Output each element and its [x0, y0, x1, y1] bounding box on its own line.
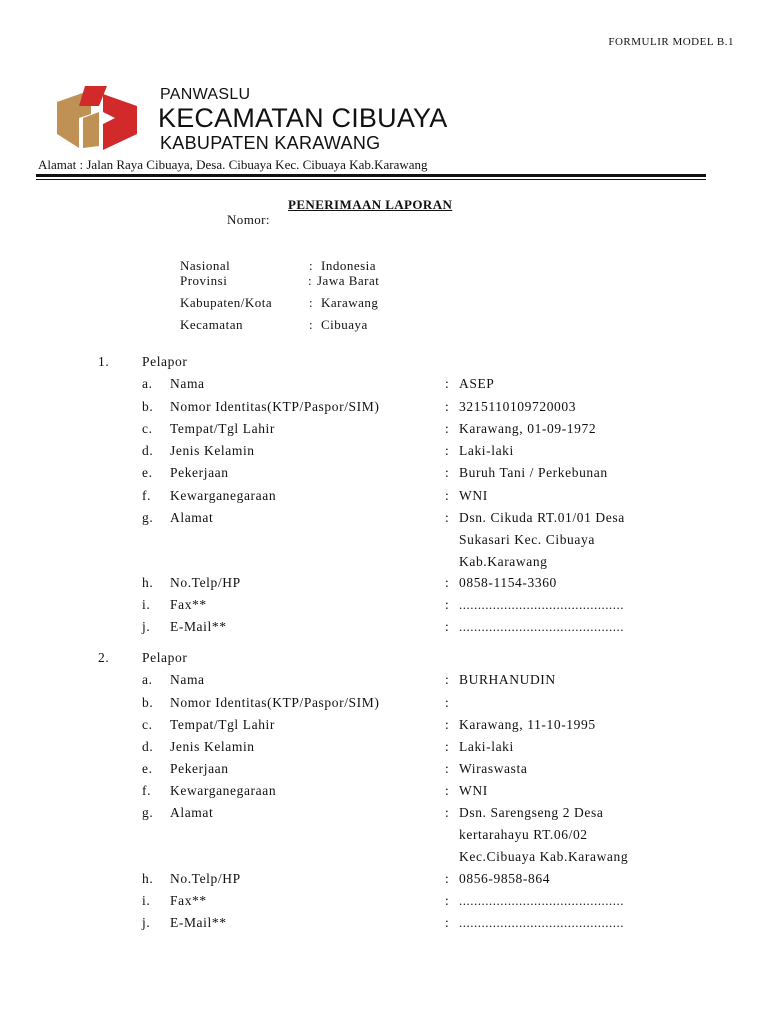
field-colon: : — [445, 399, 450, 414]
field-label: Alamat — [170, 805, 214, 820]
reporter-name-value: BURHANUDIN — [459, 672, 556, 687]
reporter-name-value: ASEP — [459, 376, 495, 391]
panwaslu-logo-icon — [55, 84, 139, 152]
reporter-phone-value: 0858-1154-3360 — [459, 575, 557, 590]
field-colon: : — [445, 893, 450, 908]
field-letter: a. — [142, 672, 153, 687]
field-letter: i. — [142, 893, 151, 908]
field-letter: e. — [142, 465, 153, 480]
field-letter: g. — [142, 510, 154, 525]
region-value: Jawa Barat — [317, 273, 380, 288]
reporter-email-blank: ............................................ — [459, 915, 624, 930]
reporter-number: 1. — [98, 354, 110, 369]
reporter-title: Pelapor — [142, 354, 188, 369]
org-address: Alamat : Jalan Raya Cibuaya, Desa. Cibuaya Kec. Cibuaya Kab.Karawang — [38, 157, 428, 172]
reporter-gender-value: Laki-laki — [459, 739, 514, 754]
field-label: Alamat — [170, 510, 214, 525]
header-divider-thin — [36, 179, 706, 180]
field-colon: : — [445, 488, 450, 503]
field-letter: c. — [142, 717, 153, 732]
field-colon: : — [445, 805, 450, 820]
field-letter: b. — [142, 399, 154, 414]
field-letter: h. — [142, 871, 154, 886]
field-label: Nomor Identitas(KTP/Paspor/SIM) — [170, 695, 380, 710]
region-value: Indonesia — [321, 258, 377, 273]
document-number-label: Nomor: — [227, 212, 270, 227]
reporter-gender-value: Laki-laki — [459, 443, 514, 458]
field-label: Pekerjaan — [170, 465, 229, 480]
reporter-address-line: Sukasari Kec. Cibuaya — [459, 532, 595, 547]
region-colon: : — [309, 258, 314, 273]
field-colon: : — [445, 597, 450, 612]
reporter-address-line: Dsn. Cikuda RT.01/01 Desa — [459, 510, 625, 525]
reporter-job-value: Wiraswasta — [459, 761, 528, 776]
reporter-job-value: Buruh Tani / Perkebunan — [459, 465, 608, 480]
field-colon: : — [445, 443, 450, 458]
region-value: Karawang — [321, 295, 379, 310]
field-colon: : — [445, 465, 450, 480]
field-label: Fax** — [170, 597, 207, 612]
field-colon: : — [445, 695, 450, 710]
field-letter: c. — [142, 421, 153, 436]
reporter-address-line: Kab.Karawang — [459, 554, 548, 569]
field-colon: : — [445, 739, 450, 754]
region-label: Kecamatan — [180, 317, 243, 332]
org-name-line1: PANWASLU — [160, 86, 251, 103]
region-label: Provinsi — [180, 273, 228, 288]
field-colon: : — [445, 761, 450, 776]
region-label: Kabupaten/Kota — [180, 295, 273, 310]
field-letter: b. — [142, 695, 154, 710]
region-label: Nasional — [180, 258, 231, 273]
field-label: Jenis Kelamin — [170, 739, 255, 754]
field-label: No.Telp/HP — [170, 871, 241, 886]
field-label: Nama — [170, 672, 205, 687]
field-colon: : — [445, 783, 450, 798]
reporter-number: 2. — [98, 650, 110, 665]
org-name-line3: KABUPATEN KARAWANG — [160, 133, 381, 153]
region-colon: : — [309, 295, 314, 310]
field-letter: i. — [142, 597, 151, 612]
header-divider-thick — [36, 174, 706, 177]
field-letter: j. — [142, 619, 151, 634]
field-label: Tempat/Tgl Lahir — [170, 421, 275, 436]
field-label: E-Mail** — [170, 915, 227, 930]
field-letter: a. — [142, 376, 153, 391]
field-colon: : — [445, 915, 450, 930]
reporter-citizenship-value: WNI — [459, 783, 488, 798]
field-letter: f. — [142, 488, 152, 503]
field-letter: e. — [142, 761, 153, 776]
field-letter: h. — [142, 575, 154, 590]
field-colon: : — [445, 871, 450, 886]
region-colon: : — [308, 273, 313, 288]
field-label: Tempat/Tgl Lahir — [170, 717, 275, 732]
field-label: Fax** — [170, 893, 207, 908]
field-label: E-Mail** — [170, 619, 227, 634]
field-letter: g. — [142, 805, 154, 820]
field-colon: : — [445, 575, 450, 590]
reporter-id-value: 3215110109720003 — [459, 399, 577, 414]
reporter-birth-value: Karawang, 11-10-1995 — [459, 717, 596, 732]
reporter-phone-value: 0856-9858-864 — [459, 871, 551, 886]
reporter-address-line: kertarahayu RT.06/02 — [459, 827, 588, 842]
reporter-fax-blank: ............................................ — [459, 597, 624, 612]
field-colon: : — [445, 510, 450, 525]
reporter-fax-blank: ............................................ — [459, 893, 624, 908]
field-label: Pekerjaan — [170, 761, 229, 776]
field-letter: d. — [142, 443, 154, 458]
reporter-birth-value: Karawang, 01-09-1972 — [459, 421, 597, 436]
field-label: Kewarganegaraan — [170, 783, 277, 798]
field-letter: d. — [142, 739, 154, 754]
field-label: Jenis Kelamin — [170, 443, 255, 458]
org-name-line2: KECAMATAN CIBUAYA — [158, 103, 448, 133]
reporter-address-line: Kec.Cibuaya Kab.Karawang — [459, 849, 629, 864]
region-value: Cibuaya — [321, 317, 368, 332]
document-title: PENERIMAAN LAPORAN — [288, 197, 453, 212]
field-label: Kewarganegaraan — [170, 488, 277, 503]
field-colon: : — [445, 619, 450, 634]
field-colon: : — [445, 376, 450, 391]
field-colon: : — [445, 672, 450, 687]
form-code: FORMULIR MODEL B.1 — [608, 36, 734, 48]
reporter-title: Pelapor — [142, 650, 188, 665]
field-label: Nama — [170, 376, 205, 391]
field-letter: j. — [142, 915, 151, 930]
field-letter: f. — [142, 783, 152, 798]
reporter-citizenship-value: WNI — [459, 488, 488, 503]
region-colon: : — [309, 317, 314, 332]
reporter-email-blank: ............................................ — [459, 619, 624, 634]
field-label: No.Telp/HP — [170, 575, 241, 590]
field-colon: : — [445, 421, 450, 436]
field-label: Nomor Identitas(KTP/Paspor/SIM) — [170, 399, 380, 414]
reporter-address-line: Dsn. Sarengseng 2 Desa — [459, 805, 604, 820]
field-colon: : — [445, 717, 450, 732]
